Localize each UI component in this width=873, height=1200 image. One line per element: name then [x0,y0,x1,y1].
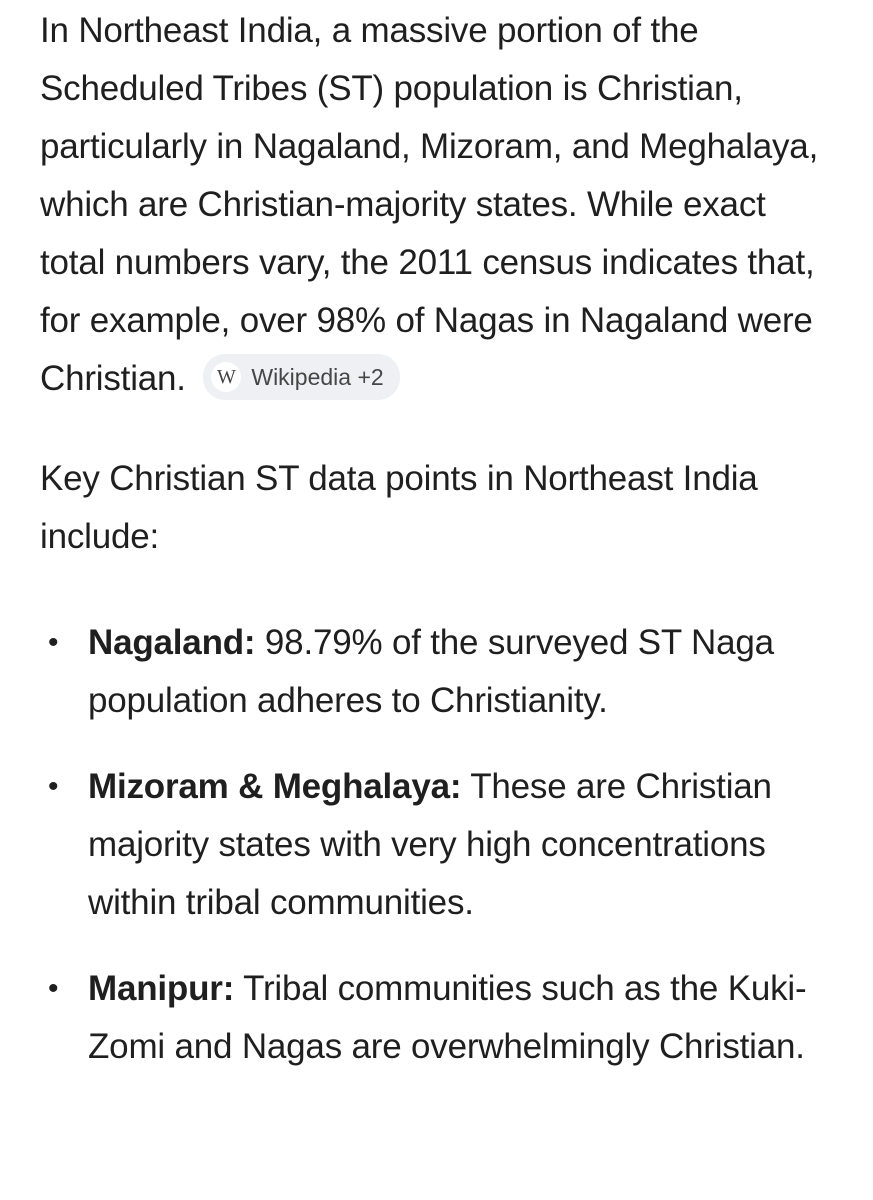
bullet: • [48,626,59,659]
intro-paragraph [40,0,840,408]
source-chip[interactable] [203,354,399,400]
list-item [40,960,840,1076]
wikipedia-icon: W [211,362,241,392]
bullet: • [48,770,59,803]
list-item [40,614,840,730]
point-text: These are Christian majority states with very high concentrations within tribal communities. [88,767,772,922]
point-title: Nagaland: [88,623,256,662]
point-text: Tribal communities such as the Kuki-Zomi and Nagas are overwhelmingly Christian. [88,969,807,1066]
key-points-heading: Key Christian ST data points in Northeast India include: [40,459,758,556]
key-points-list [40,614,840,1076]
intro-text: In Northeast India, a massive portion of the Scheduled Tribes (ST) population is Christian, particularly in Nagaland, Mizoram, and Meghalaya, which are Christian-majority states. While exact total numbers vary, the 2011 census indicates that, for example, over 98% of Nagas in Nagaland were Christian. [40,11,819,398]
response-content [40,0,840,1104]
source-chip-label: Wikipedia +2 [251,363,384,390]
point-title: Mizoram & Meghalaya: [88,767,462,806]
bullet: • [48,972,59,1005]
point-text: 98.79% of the surveyed ST Naga population adheres to Christianity. [88,623,774,720]
point-title: Manipur: [88,969,235,1008]
list-item [40,758,840,932]
